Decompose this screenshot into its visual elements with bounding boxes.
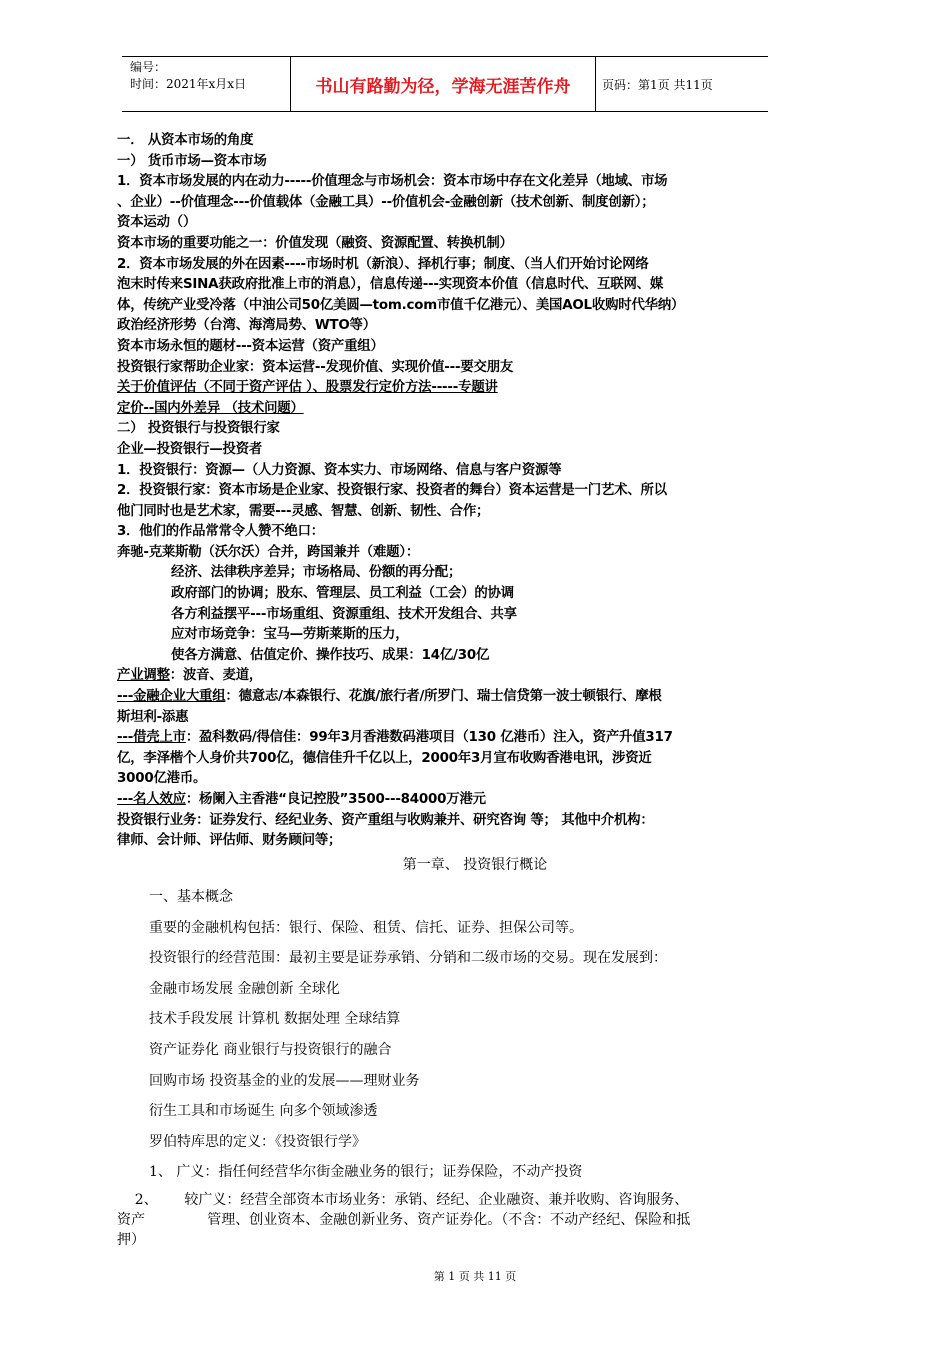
paragraph: 重要的金融机构包括：银行、保险、租赁、信托、证券、担保公司等。	[149, 919, 583, 936]
paragraph: 技术手段发展 计算机 数据处理 全球结算	[149, 1011, 401, 1028]
text-line: 体，传统产业受冷落（中油公司50亿美圆—tom.com市值千亿港元）、美国AOL收购时代华纳）	[117, 297, 685, 313]
header-table	[122, 56, 768, 112]
text-line: 资本市场的重要功能之一：价值发现（融资、资源配置、转换机制）	[117, 235, 513, 251]
number-label: 编号：	[130, 60, 167, 74]
chapter-body	[117, 882, 777, 1188]
header-motto: 书山有路勤为径，学海无涯苦作舟	[290, 57, 596, 111]
text-line: 亿，李泽楷个人身价共700亿，德信佳升千亿以上，2000年3月宣布收购香港电讯，涉资近	[117, 750, 652, 766]
page-footer: 第 1 页 共 11 页	[433, 1270, 517, 1283]
text-line: 资产 管理、创业资本、金融创新业务、资产证券化。（不含：不动产经纪、保险和抵	[117, 1212, 691, 1228]
indented-line: 各方利益摆平---市场重组、资源重组、技术开发组合、共享	[171, 606, 517, 622]
text-line: 3．他们的作品常常令人赞不绝口：	[117, 524, 324, 540]
industry-adjust-label: 产业调整	[117, 668, 170, 684]
text-line: 1．投资银行：资源—（人力资源、资本实力、市场网络、信息与客户资源等	[117, 462, 562, 478]
text-line: 政治经济形势（台湾、海湾局势、WTO等）	[117, 318, 376, 334]
text-line: 泡末时传来SINA获政府批准上市的消息），信息传递---实现资本价值（信息时代、互联网、媒	[117, 277, 664, 293]
indented-line: 经济、法律秩序差异；市场格局、份额的再分配；	[171, 565, 462, 581]
indented-line: 应对市场竞争：宝马—劳斯莱斯的压力，	[171, 627, 409, 643]
merger-label: ---金融企业大重组	[117, 689, 226, 705]
text-line: 奔驰-克莱斯勒（沃尔沃）合并，跨国兼并（难题）：	[117, 544, 420, 560]
text-line: 押）	[117, 1232, 145, 1248]
text-line: 斯坦利-添惠	[117, 709, 189, 725]
text-line: 资本市场永恒的题材---资本运营（资产重组）	[117, 338, 384, 354]
underlined-line: 定价--国内外差异 （技术问题）	[117, 400, 304, 416]
shell-listing-label: ---借壳上市	[117, 730, 186, 746]
shell-listing-text: ：盈科数码/得信佳：99年3月香港数码港项目（130 亿港币）注入，资产升值317	[185, 730, 673, 746]
text-line: 2、 较广义：经营全部资本市场业务：承销、经纪、企业融资、兼并收购、咨询服务、	[117, 1192, 689, 1208]
text-line: 一． 从资本市场的角度	[117, 133, 254, 148]
paragraph: 衍生工具和市场诞生 向多个领域渗透	[149, 1103, 378, 1120]
merger-text: ：德意志/本森银行、花旗/旅行者/所罗门、瑞士信贷第一波士顿银行、摩根	[225, 689, 662, 705]
paragraph: 投资银行的经营范围：最初主要是证券承销、分销和二级市场的交易。现在发展到：	[149, 950, 667, 967]
text-line: 一） 货币市场—资本市场	[117, 153, 267, 169]
text-line: 投资银行家帮助企业家：资本运营--发现价值、实现价值---要交朋友	[117, 359, 514, 375]
text-line: 企业—投资银行—投资者	[117, 441, 263, 457]
text-line: 律师、会计师、评估师、财务顾问等；	[117, 833, 342, 849]
celebrity-label: ---名人效应	[117, 792, 186, 807]
paragraph: 资产证券化 商业银行与投资银行的融合	[149, 1041, 392, 1058]
text-line: 2．投资银行家：资本市场是企业家、投资银行家、投资者的舞台）资本运营是一门艺术、所以	[117, 483, 667, 499]
text-line: 3000亿港币。	[117, 771, 207, 787]
text-line: 、企业）--价值理念---价值载体（金融工具）--价值机会-金融创新（技术创新、制度创新）；	[117, 194, 655, 210]
time-label: 时间：2021年x月x日	[130, 77, 247, 91]
paragraph: 1、 广义：指任何经营华尔街金融业务的银行；证券保险，不动产投资	[149, 1164, 583, 1181]
capital-market-section	[117, 131, 777, 852]
celebrity-text: ：杨阑入主香港“良记控股”3500---84000万港元	[185, 792, 486, 807]
header-meta	[122, 57, 290, 111]
header-page-info: 页码：第1页 共11页	[602, 77, 713, 92]
paragraph: 回购市场 投资基金的业的发展——理财业务	[149, 1072, 420, 1089]
definition-broad	[117, 1190, 777, 1250]
paragraph: 罗伯特库思的定义：《投资银行学》	[149, 1133, 366, 1150]
industry-adjust-text: ：波音、麦道，	[169, 668, 263, 684]
chapter-title: 第一章、 投资银行概论	[402, 857, 548, 873]
paragraph: 金融市场发展 金融创新 全球化	[149, 980, 340, 997]
text-line: 资本运动（）	[117, 215, 197, 231]
text-line: 投资银行业务：证券发行、经纪业务、资产重组与收购兼并、研究咨询 等； 其他中介机构：	[117, 812, 654, 828]
indented-line: 政府部门的协调；股东、管理层、员工利益（工会）的协调	[171, 586, 514, 602]
text-line: 他门同时也是艺术家，需要---灵感、智慧、创新、韧性、合作；	[117, 503, 490, 519]
text-line: 二） 投资银行与投资银行家	[117, 421, 280, 437]
concept-heading: 一、基本概念	[149, 889, 233, 905]
underlined-line: 关于价值评估（不同于资产评估 ）、股票发行定价方法-----专题讲	[117, 380, 498, 396]
indented-line: 使各方满意、估值定价、操作技巧、成果：14亿/30亿	[171, 647, 490, 663]
text-line: 2．资本市场发展的外在因素----市场时机（新浪）、择机行事；制度、（当人们开始讨论网络	[117, 256, 649, 272]
text-line: 1．资本市场发展的内在动力-----价值理念与市场机会：资本市场中存在文化差异（地域、市场	[117, 174, 668, 190]
